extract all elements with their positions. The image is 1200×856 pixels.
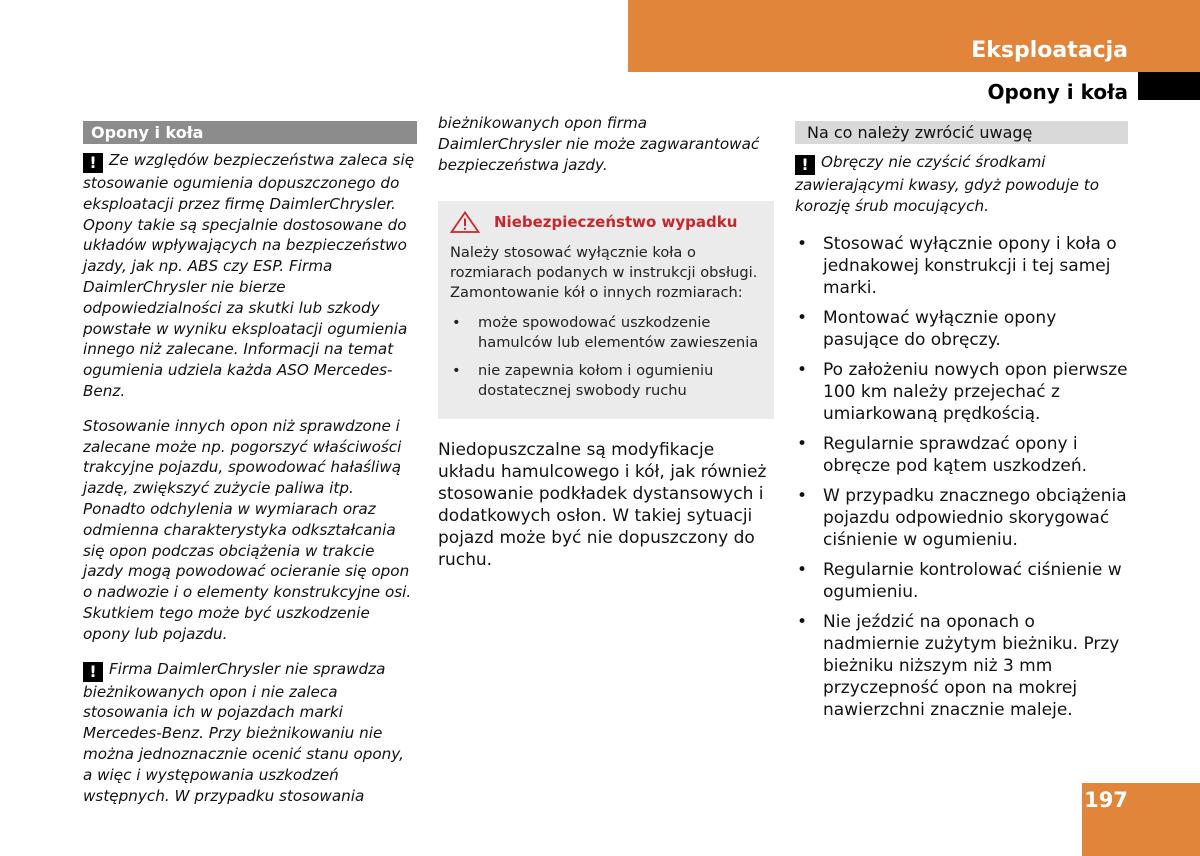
note-paragraph [795,152,1128,217]
exclamation-icon: ! [83,662,103,682]
body-paragraph: Niedopuszczalne są modyfikacje układu hamulcowego i kół, jak również stosowanie podkładek dystansowych i dodatkowych osłon. W takiej sytuacji pojazd może być nie dopuszczony do ruchu. [438,440,767,571]
note-text: Firma DaimlerChrysler nie sprawdza bieżnikowanych opon i nie zaleca stosowania ich w pojazdach marki Mercedes-Benz. Przy bieżnikowaniu nie można jednoznacznie ocenić stanu opony, a więc i występowania uszkodzeń wstępnych. W przypadku stosowania [83,659,404,805]
heading-na-co-nalezy: Na co należy zwrócić uwagę [795,121,1128,144]
list-item: • Po założeniu nowych opon pierwsze 100 km należy przejechać z umiarkowaną prędkością. [795,359,1128,425]
heading-opony-i-kola: Opony i koła [83,121,417,144]
page-number: 197 [1084,788,1128,812]
list-item: • Stosować wyłącznie opony i koła o jednakowej konstrukcji i tej samej marki. [795,233,1128,299]
section-title: Eksploatacja [971,38,1128,63]
danger-box [438,201,774,419]
exclamation-icon: ! [795,155,815,175]
list-item: • Regularnie kontrolować ciśnienie w ogumieniu. [795,559,1128,603]
danger-text: Należy stosować wyłącznie koła o rozmiarach podanych w instrukcji obsługi. Zamontowanie kół o innych rozmiarach: [450,244,758,302]
list-item: • Montować wyłącznie opony pasujące do obręczy. [795,307,1128,351]
header-black-tab [1138,72,1200,100]
column-right [795,121,1128,729]
danger-title-text: Niebezpieczeństwo wypadku [494,213,738,232]
advice-list [795,233,1128,721]
list-item: • Nie jeździć na oponach o nadmiernie zużytym bieżniku. Przy bieżniku niższym niż 3 mm przyczepność opon na mokrej nawierzchni znacznie maleje. [795,611,1128,721]
warning-triangle-icon [450,211,480,233]
list-item: • Regularnie sprawdzać opony i obręcze pod kątem uszkodzeń. [795,433,1128,477]
danger-title [450,211,762,233]
note-paragraph [83,659,417,807]
subsection-title: Opony i koła [987,80,1128,104]
list-item: • nie zapewnia kołom i ogumieniu dostatecznej swobody ruchu [450,361,762,401]
continuation-paragraph: bieżnikowanych opon firma DaimlerChrysler nie może zagwarantować bezpieczeństwa jazdy. [438,114,760,174]
list-item: • W przypadku znacznego obciążenia pojazdu odpowiednio skorygować ciśnienie w ogumieniu. [795,485,1128,551]
note-paragraph [83,150,417,402]
body-paragraph: Stosowanie innych opon niż sprawdzone i zalecane może np. pogorszyć właściwości trakcyjne pojazdu, spowodować hałaśliwą jazdę, zwiększyć zużycie paliwa itp. Ponadto odchylenia w wymiarach oraz odmienna charakterystyka odkształcania się opon podczas obciążenia w trakcie jazdy mogą powodować ocieranie się opon o nadwozie i o elementy konstrukcyjne osi. Skutkiem tego może być uszkodzenie opony lub pojazdu. [83,416,412,643]
list-item: • może spowodować uszkodzenie hamulców lub elementów zawieszenia [450,313,762,353]
exclamation-icon: ! [83,153,103,173]
column-left [83,121,417,806]
column-middle [438,113,774,571]
note-text: Obręczy nie czyścić środkami zawierającymi kwasy, gdyż powoduje to korozję śrub mocujących. [795,153,1100,215]
note-text: Ze względów bezpieczeństwa zaleca się stosowanie ogumienia dopuszczonego do eksploatacji przez firmę DaimlerChrysler. Opony takie są specjalnie dostosowane do układów wpływających na bezpieczeństwo jazdy, jak np. ABS czy ESP. Firma DaimlerChrysler nie bierze odpowiedzialności za skutki lub szkody powstałe w wyniku eksploatacji ogumienia innego niż zalecane. Informacji na temat ogumienia udziela każda ASO Mercedes-Benz. [83,151,415,400]
danger-list [450,313,762,401]
